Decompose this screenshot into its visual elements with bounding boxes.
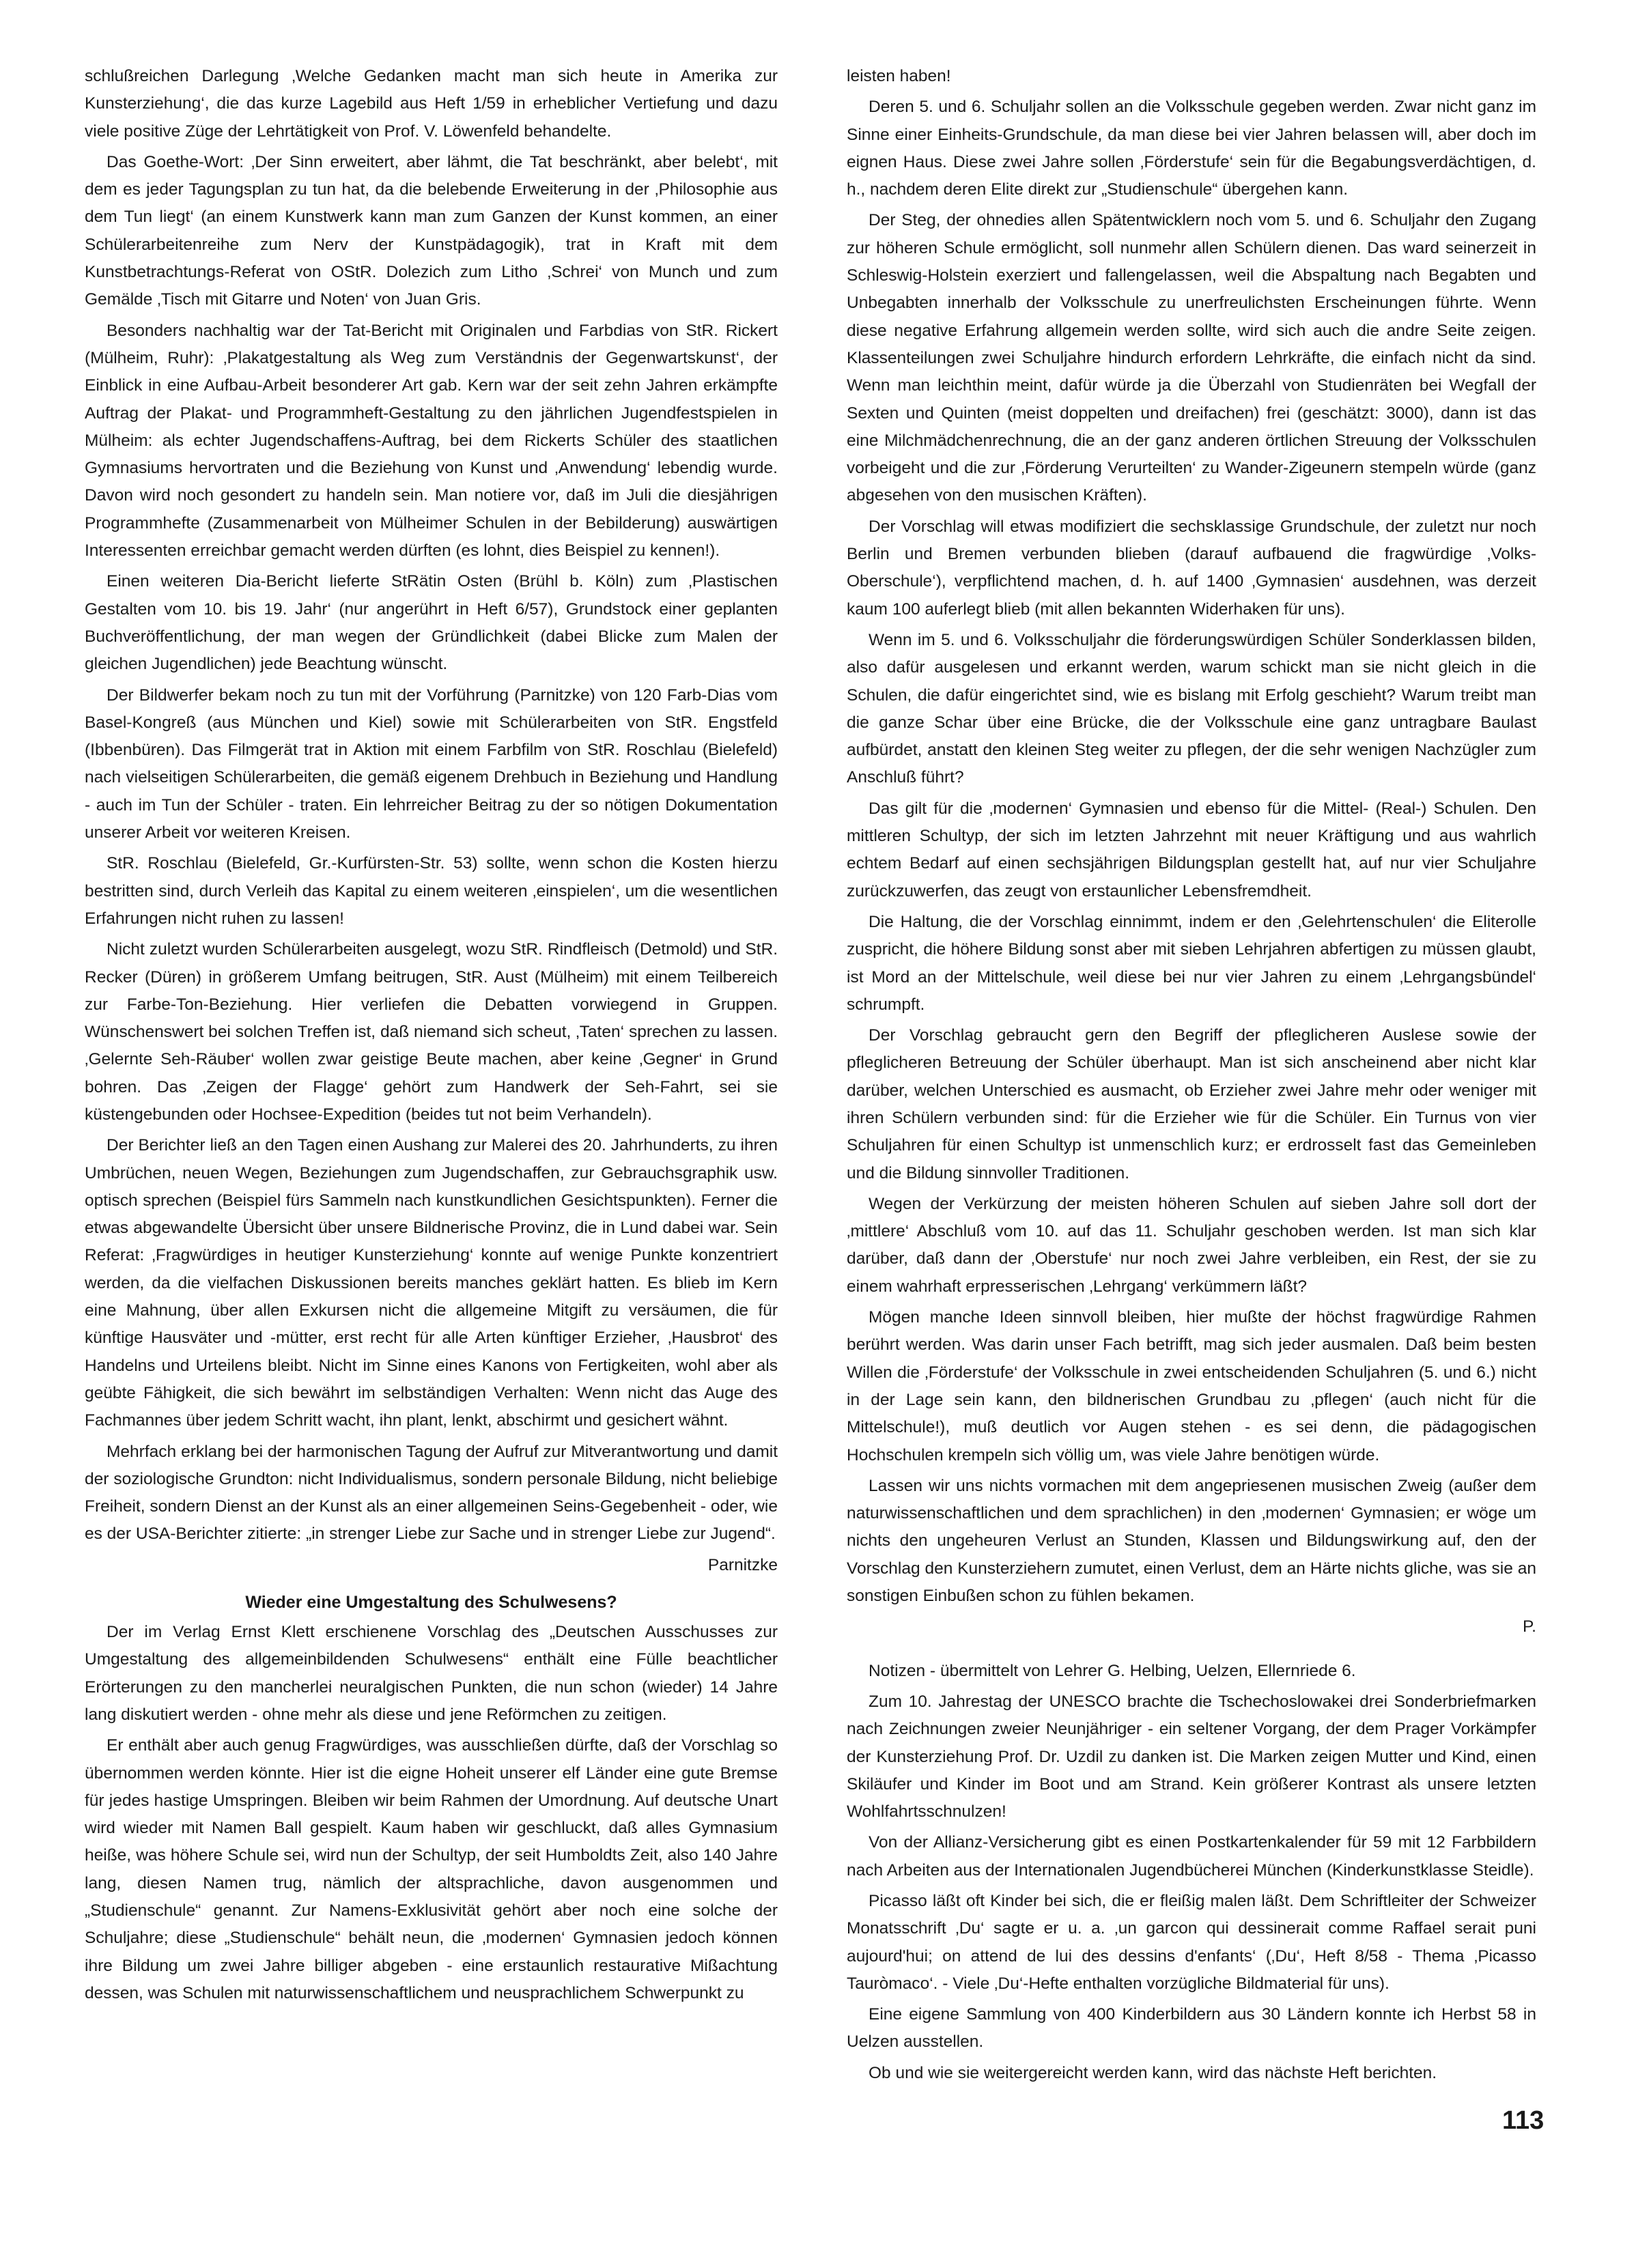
paragraph: Die Haltung, die der Vorschlag einnimmt, indem er den ‚Gelehrtenschulen‘ die Eliterolle zuspricht, die höhere Bildung sonst aber mit sieben Lehrjahren abfertigen zu müssen glaubt, ist Mord an der Mittelschule, weil diese bei nur vier Jahren zu einem ‚Lehrgangsbündel‘ schrumpft. [847,912,1536,1014]
paragraph: Das gilt für die ‚modernen‘ Gymnasien und ebenso für die Mittel- (Real-) Schulen. Den mittleren Schultyp, der sich im letzten Jahrzehnt mit neuer Kräftigung und aus wahrlich echtem Bedarf auf einen sechsjährigen Bildungsplan gestellt hat, auf nur vier Schuljahre zurückzuwerfen, das zeugt von erstaunlicher Lebensfremdheit. [847,799,1536,901]
paragraph: StR. Roschlau (Bielefeld, Gr.-Kurfürsten-Str. 53) sollte, wenn schon die Kosten hierzu bestritten sind, durch Verleih das Kapital zu einem weiteren ‚einspielen‘, um die wesentlichen Erfahrungen nicht ruhen zu lassen! [85,854,778,928]
paragraph: Der Berichter ließ an den Tagen einen Aushang zur Malerei des 20. Jahrhunderts, zu ihren Umbrüchen, neuen Wegen, Beziehungen zum Jugendschaffen, zur Gebrauchsgraphik usw. optisch sprechen (Beispiel fürs Sammeln nach kunstkundlichen Gesichtspunkten). Ferner die etwas abgewandelte Übersicht über unsere Bildnerische Provinz, die in Lund dabei war. Sein Referat: ‚Fragwürdiges in heutiger Kunsterziehung‘ konnte auf wenige Punkte konzentriert werden, da die vielfachen Diskussionen bereits manches geklärt hatten. Es blieb im Kern eine Mahnung, über allen Exkursen nicht die allgemeine Mitgift zu versäumen, die für künftige Hausväter und -mütter, erst recht für alle Arten künftiger Erzieher, ‚Hausbrot‘ des Handelns und Urteilens bleibt. Nicht im Sinne eines Kanons von Fertigkeiten, wohl aber als geübte Fähigkeit, die sich bewährt im selbständigen Verhalten: Wenn nicht das Auge des Fachmannes über jedem Schritt wacht, ihn plant, lenkt, abschirmt und gesichert wähnt. [85,1136,778,1430]
note-paragraph: Eine eigene Sammlung von 400 Kinderbildern aus 30 Ländern konnte ich Herbst 58 in Uelzen ausstellen. [847,2005,1536,2052]
paragraph: Der Steg, der ohnedies allen Spätentwicklern noch vom 5. und 6. Schuljahr den Zugang zur höheren Schule ermöglicht, soll nunmehr allen Schülern dienen. Das ward seinerzeit in Schleswig-Holstein exerziert und fallengelassen, weil die Abspaltung nach Begabten und Unbegabten innerhalb der Volksschule zu unerfreulichsten Erscheinungen führte. Wenn diese negative Erfahrung allgemein werden sollte, wird sich auch die andre Seite zeigen. Klassenteilungen zwei Schuljahre hindurch erfordern Lehrkräfte, die einfach nicht da sind. Wenn man leichthin meint, dafür würde ja die Überzahl von Studienräten bei Wegfall der Sexten und Quinten (meist doppelten und dreifachen) frei (geschätzt: 3000), dann ist das eine Milchmädchenrechnung, die an der ganz anderen örtlichen Streuung der Volksschulen vorbeigeht und die zur ‚Förderung Verurteilten‘ zu Wander-Zigeunern stempeln würde (ganz abgesehen von den musischen Kräften). [847,211,1536,505]
page-number: 113 [1502,2106,1545,2135]
right-column [847,63,1536,2090]
paragraph: schlußreichen Darlegung ‚Welche Gedanken macht man sich heute in Amerika zur Kunsterziehung‘, die das kurze Lagebild aus Heft 1/59 in erheblicher Vertiefung und dazu viele positive Züge der Lehrtätigkeit von Prof. V. Löwenfeld behandelte. [85,67,778,141]
paragraph: Der Vorschlag will etwas modifiziert die sechsklassige Grundschule, der zuletzt nur noch Berlin und Bremen verbunden blieben (darauf aufbauend die fragwürdige ‚Volks-Oberschule‘), verpflichtend machen, d. h. auf 1400 ‚Gymnasien‘ ausdehnen, was derzeit kaum 100 auferlegt blieb (mit allen bekannten Widerhaken für uns). [847,517,1536,619]
left-column [85,63,778,2011]
paragraph: Mögen manche Ideen sinnvoll bleiben, hier mußte der höchst fragwürdige Rahmen berührt werden. Was darin unser Fach betrifft, mag sich jeder ausmalen. Daß beim besten Willen die ‚Förderstufe‘ der Volksschule in zwei entscheidenden Schuljahren (5. und 6.) nicht in der Lage sein kann, den bildnerischen Grundbau zu ‚pflegen‘ (auch nicht für die Mittelschule!), muß deutlich vor Augen stehen - es sei denn, die pädagogischen Hochschulen krempeln sich völlig um, was viele Jahre benötigen würde. [847,1308,1536,1464]
paragraph: Lassen wir uns nichts vormachen mit dem angepriesenen musischen Zweig (außer dem naturwissenschaftlichen und dem sprachlichen) in den ‚modernen‘ Gymnasien; er wöge um nichts den ungeheuren Verlust an Stunden, Klassen und Bildungswirkung auf, den der Vorschlag den Kunsterziehern zumutet, einen Verlust, dem an Härte nichts gliche, was sie an sonstigen Einbußen schon zu fühlen bekamen. [847,1476,1536,1606]
paragraph: Das Goethe-Wort: ‚Der Sinn erweitert, aber lähmt, die Tat beschränkt, aber belebt‘, mit dem es jeder Tagungsplan zu tun hat, da die belebende Erweiterung in der ‚Philosophie aus dem Tun liegt‘ (an einem Kunstwerk kann man zum Ganzen der Kunst kommen, an einer Schülerarbeitenreihe zum Nerv der Kunstpädagogik), trat in Kraft mit dem Kunstbetrachtungs-Referat von OStR. Dolezich zum Litho ‚Schrei‘ von Munch und zum Gemälde ‚Tisch mit Gitarre und Noten‘ von Juan Gris. [85,152,778,309]
paragraph: Deren 5. und 6. Schuljahr sollen an die Volksschule gegeben werden. Zwar nicht ganz im Sinne einer Einheits-Grundschule, da man diese bei vier Jahren belassen will, aber doch im eignen Haus. Diese zwei Jahre sollen ‚Förderstufe‘ sein für die Begabungsverdächtigen, d. h., nachdem deren Elite direkt zur „Studienschule“ übergehen kann. [847,98,1536,199]
paragraph: Wegen der Verkürzung der meisten höheren Schulen auf sieben Jahre soll dort der ‚mittlere‘ Abschluß vom 10. auf das 11. Schuljahr geschoben werden. Ist man sich klar darüber, daß dann der ‚Oberstufe‘ nur noch zwei Jahre verbleiben, ein Rest, der sie zu einem wahrhaft erpresserischen ‚Lehrgang‘ verkümmern läßt? [847,1194,1536,1296]
note-paragraph: Zum 10. Jahrestag der UNESCO brachte die Tschechoslowakei drei Sonderbriefmarken nach Zeichnungen zweier Neunjähriger - ein seltener Vorgang, der dem Prager Vorkämpfer der Kunsterziehung Prof. Dr. Uzdil zu danken ist. Die Marken zeigen Mutter und Kind, einen Skiläufer und Kinder im Boot und am Strand. Kein größerer Kontrast als unsere letzten Wohlfahrtsschnulzen! [847,1692,1536,1822]
paragraph: Wenn im 5. und 6. Volksschuljahr die förderungswürdigen Schüler Sonderklassen bilden, also dafür ausgelesen und erkannt werden, warum schickt man sie nicht gleich in die Schulen, die dafür eingerichtet sind, wie es bislang mit Erfolg geschieht? Warum treibt man die ganze Schar über eine Brücke, die der Volksschule eine ganz untragbare Baulast aufbürdet, anstatt den kleinen Steg weiter zu pflegen, der die sehr wenigen Nachzügler zum Anschluß führt? [847,630,1536,787]
paragraph: Der Vorschlag gebraucht gern den Begriff der pfleglicheren Auslese sowie der pfleglicheren Betreuung der Schüler überhaupt. Man ist sich anscheinend aber nicht klar darüber, welchen Unterschied es ausmacht, ob Erzieher zwei Jahre mehr oder weniger mit ihren Schülern verbunden sind: für die Erzieher wie für die Schüler. Ein Turnus von vier Schuljahren für einen Schultyp ist unmenschlich kurz; er erdrosselt fast das Gemeinleben und die Bildung sinnvoller Traditionen. [847,1026,1536,1182]
note-paragraph: Von der Allianz-Versicherung gibt es einen Postkartenkalender für 59 mit 12 Farbbildern nach Arbeiten aus der Internationalen Jugendbücherei München (Kinderkunstklasse Steidle). [847,1833,1536,1880]
paragraph: Der im Verlag Ernst Klett erschienene Vorschlag des „Deutschen Ausschusses zur Umgestaltung des allgemeinbildenden Schulwesens“ enthält eine Fülle beachtlicher Erörterungen zu den mancherlei neuralgischen Punkten, die nun schon (wieder) 14 Jahre lang diskutiert werden - ohne mehr als diese und jene Reförmchen zu zeitigen. [85,1623,778,1724]
author-signature: P. [1523,1617,1536,1636]
paragraph: Der Bildwerfer bekam noch zu tun mit der Vorführung (Parnitzke) von 120 Farb-Dias vom Basel-Kongreß (aus München und Kiel) sowie mit Schülerarbeiten von StR. Engstfeld (Ibbenbüren). Das Filmgerät trat in Aktion mit einem Farbfilm von StR. Roschlau (Bielefeld) nach vielseitigen Schülerarbeiten, die gemäß eigenem Drehbuch in Beziehung und Handlung - auch im Tun der Schüler - traten. Ein lehrreicher Beitrag zu der so nötigen Dokumentation unserer Arbeit vor weiteren Kreisen. [85,685,778,842]
note-paragraph: Ob und wie sie weitergereicht werden kann, wird das nächste Heft berichten. [869,2063,1437,2082]
paragraph: leisten haben! [847,67,951,85]
paragraph: Mehrfach erklang bei der harmonischen Tagung der Aufruf zur Mitverantwortung und damit der soziologische Grundton: nicht Individualismus, sondern personale Bildung, nicht beliebige Freiheit, sondern Dienst an der Kunst als an einer allgemeinen Seins-Gegebenheit - oder, wie es der USA-Berichter zitierte: „in strenger Liebe zur Sache und in strenger Liebe zur Jugend“. [85,1442,778,1544]
paragraph: Besonders nachhaltig war der Tat-Bericht mit Originalen und Farbdias von StR. Rickert (Mülheim, Ruhr): ‚Plakatgestaltung als Weg zum Verständnis der Gegenwartskunst‘, der Einblick in eine Aufbau-Arbeit besonderer Art gab. Kern war der seit zehn Jahren erkämpfte Auftrag der Plakat- und Programmheft-Gestaltung zu den jährlichen Jugendfestspielen in Mülheim: als echter Jugendschaffens-Auftrag, bei dem Rickerts Schüler des staatlichen Gymnasiums hervortraten und die Beziehung von Kunst und ‚Anwendung‘ lebendig wurde. Davon wird noch gesondert zu handeln sein. Man notiere vor, daß im Juli die diesjährigen Programmhefte (Zusammenarbeit von Mülheimer Schulen in der Bebilderung) auswärtigen Interessenten erreichbar gemacht werden dürften (es lohnt, dies Beispiel zu kennen!). [85,321,778,561]
note-paragraph: Picasso läßt oft Kinder bei sich, die er fleißig malen läßt. Dem Schriftleiter der Schweizer Monatsschrift ‚Du‘ sagte er u. a. ‚un garcon qui dessinerait comme Raffael serait puni aujourd'hui; on attend de lui des dessins d'enfants‘ (‚Du‘, Heft 8/58 - Thema ‚Picasso Tauròmaco‘. - Viele ‚Du‘-Hefte enthalten vorzügliche Bildmaterial für uns). [847,1892,1536,1993]
paragraph: Einen weiteren Dia-Bericht lieferte StRätin Osten (Brühl b. Köln) zum ‚Plastischen Gestalten vom 10. bis 19. Jahr‘ (nur angerührt in Heft 6/57), Grundstock einer geplanten Buchveröffentlichung, der man wegen der Gründlichkeit (dabei Blicke zum Malen der gleichen Jugendlichen) jede Beachtung wünscht. [85,572,778,674]
notes-heading: Notizen - übermittelt von Lehrer G. Helbing, Uelzen, Ellernriede 6. [869,1661,1356,1680]
paragraph: Er enthält aber auch genug Fragwürdiges, was ausschließen dürfte, daß der Vorschlag so übernommen werden könnte. Hier ist die eigne Hoheit unserer elf Länder eine gute Bremse für jedes hastige Umspringen. Bleiben wir beim Rahmen der Umordnung. Auf deutsche Unart wird wieder mit Namen Ball gespielt. Kaum haben wir geschluckt, daß alles Gymnasium heiße, was höhere Schule sei, wird nun der Schultyp, der seit Humboldts Zeit, also 140 Jahre lang, diesen Namen trug, nämlich der altsprachliche, davon ausgenommen und „Studienschule“ genannt. Zur Namens-Exklusivität gehört aber noch eine solche der Schuljahre; diese „Studienschule“ behält neun, die ‚modernen‘ Gymnasien jedoch können ihre Bildung um zwei Jahre billiger abgeben - eine erstaunlich restaurative Mißachtung dessen, was Schulen mit naturwissenschaftlichem und neusprachlichem Schwerpunkt zu [85,1736,778,2002]
paragraph: Nicht zuletzt wurden Schülerarbeiten ausgelegt, wozu StR. Rindfleisch (Detmold) und StR. Recker (Düren) in größerem Umfang beitrugen, StR. Aust (Mülheim) mit einem Teilbereich zur Farbe-Ton-Beziehung. Hier verliefen die Debatten vorwiegend in Gruppen. Wünschenswert bei solchen Treffen ist, daß niemand sich scheut, ‚Taten‘ sprechen zu lassen. ‚Gelernte Seh-Räuber‘ wollen zwar geistige Beute machen, aber keine ‚Gegner‘ in Grund bohren. Das ‚Zeigen der Flagge‘ gehört zum Handwerk der Seh-Fahrt, sei sie küstengebunden oder Hochsee-Expedition (beides tut not beim Verhandeln). [85,940,778,1124]
section-heading: Wieder eine Umgestaltung des Schulwesens? [245,1593,617,1613]
author-signature: Parnitzke [707,1555,778,1574]
